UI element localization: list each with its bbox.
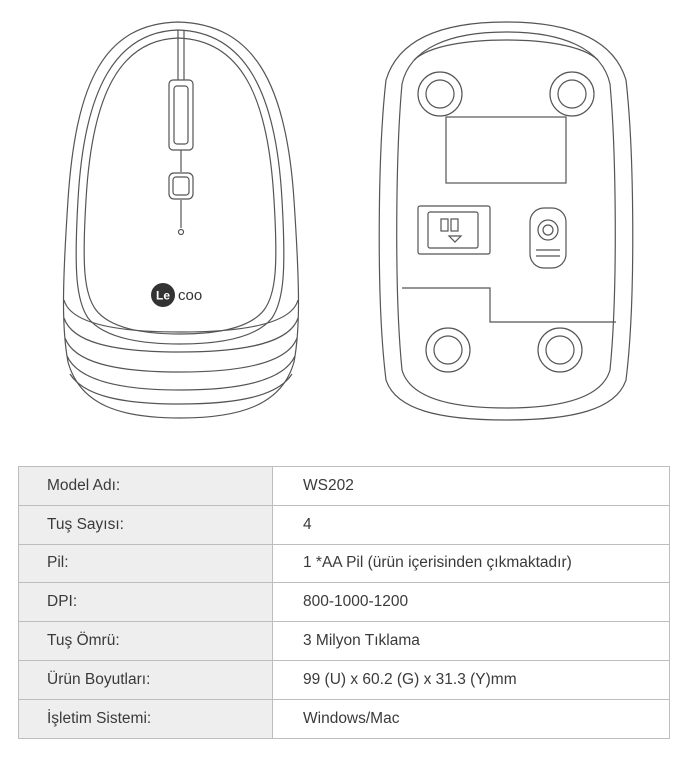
svg-text:coo: coo: [178, 287, 203, 304]
spec-label: DPI:: [19, 583, 273, 622]
table-row: [19, 622, 670, 661]
spec-value: WS202: [273, 467, 670, 506]
table-row: [19, 699, 670, 738]
spec-label: İşletim Sistemi:: [19, 699, 273, 738]
spec-label: Model Adı:: [19, 467, 273, 506]
spec-value: 3 Milyon Tıklama: [273, 622, 670, 661]
mouse-top-view-icon: [64, 22, 299, 418]
mouse-bottom-view-icon: [379, 22, 633, 420]
svg-text:Le: Le: [155, 288, 171, 303]
spec-table: [18, 466, 670, 739]
spec-value: 99 (U) x 60.2 (G) x 31.3 (Y)mm: [273, 660, 670, 699]
spec-label: Tuş Ömrü:: [19, 622, 273, 661]
lecoo-logo: [151, 283, 202, 307]
spec-value: 800-1000-1200: [273, 583, 670, 622]
table-row: [19, 583, 670, 622]
spec-label: Pil:: [19, 544, 273, 583]
spec-label: Ürün Boyutları:: [19, 660, 273, 699]
spec-value: 1 *AA Pil (ürün içerisinden çıkmaktadır): [273, 544, 670, 583]
table-row: [19, 660, 670, 699]
table-row: [19, 505, 670, 544]
spec-value: 4: [273, 505, 670, 544]
table-row: [19, 544, 670, 583]
spec-label: Tuş Sayısı:: [19, 505, 273, 544]
spec-value: Windows/Mac: [273, 699, 670, 738]
table-row: [19, 467, 670, 506]
